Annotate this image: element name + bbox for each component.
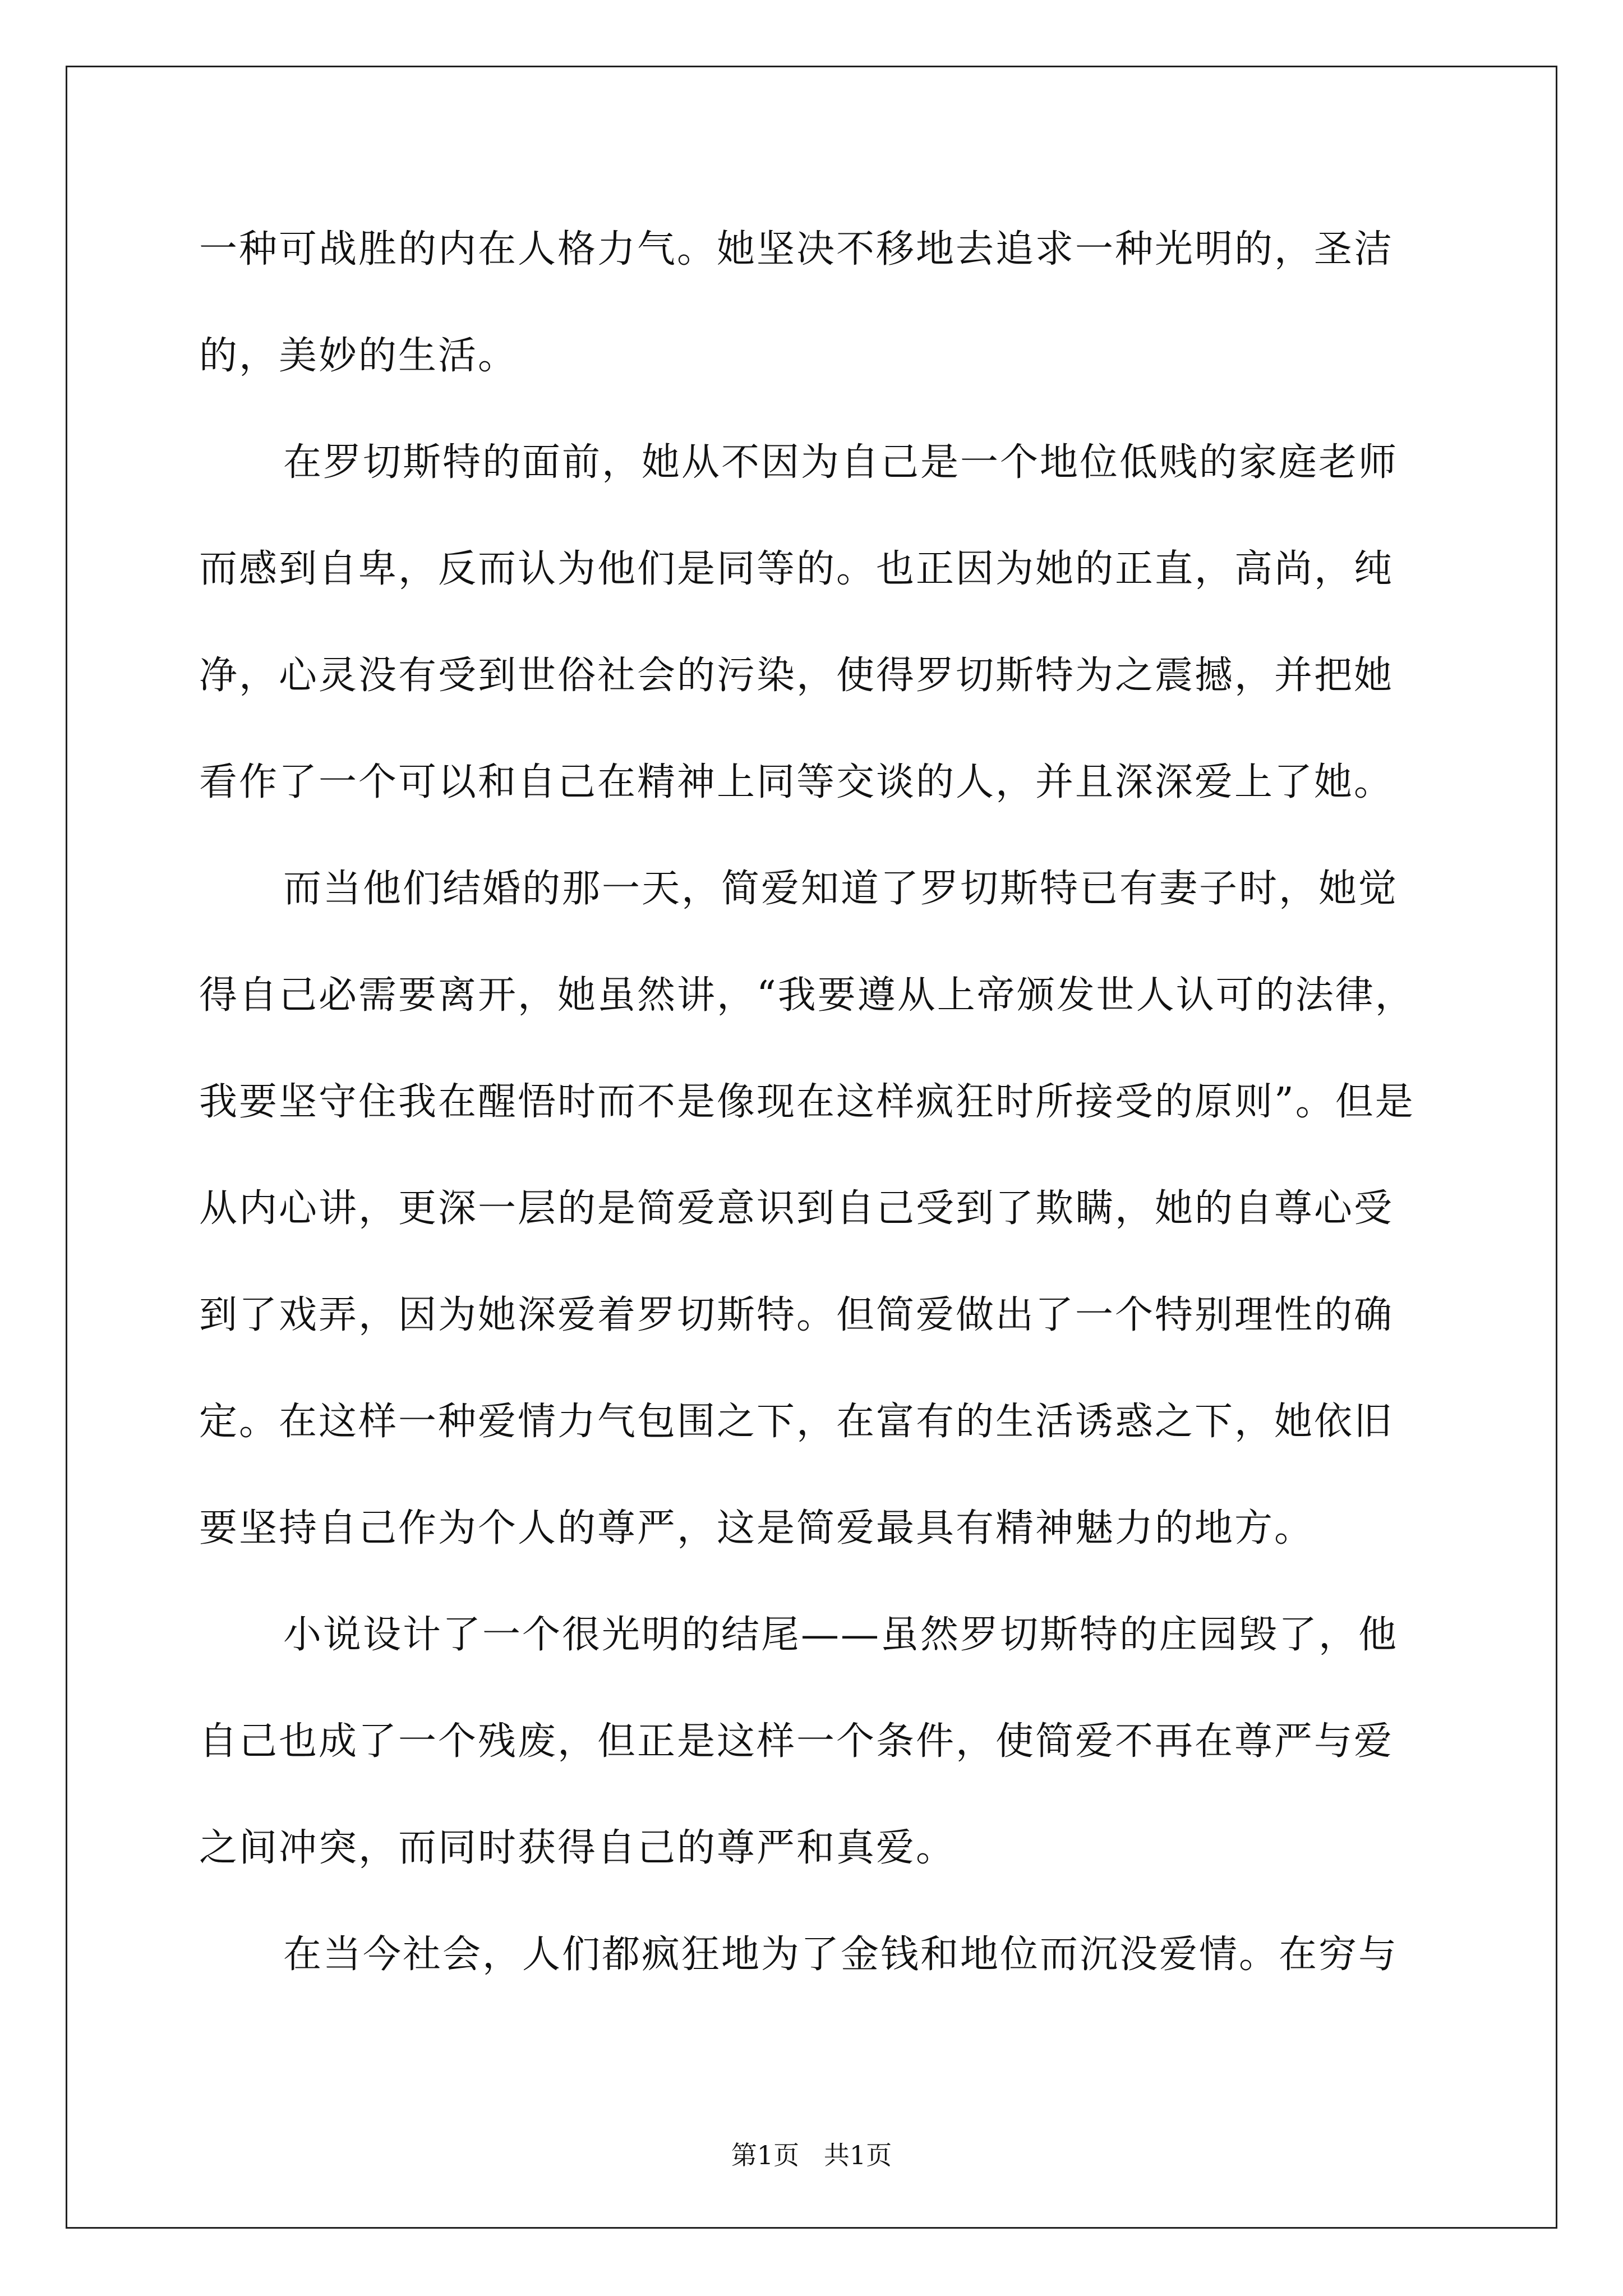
body-line: 自己也成了一个残废，但正是这样一个条件，使简爱不再在尊严与爱 <box>199 1719 1394 1764</box>
body-line: 净，心灵没有受到世俗社会的污染，使得罗切斯特为之震撼，并把她 <box>199 654 1394 698</box>
body-line: 小说设计了一个很光明的结尾——虽然罗切斯特的庄园毁了，他 <box>283 1613 1399 1657</box>
body-line: 到了戏弄，因为她深爱着罗切斯特。但简爱做出了一个特别理性的确 <box>199 1293 1394 1337</box>
body-line: 从内心讲，更深一层的是简爱意识到自己受到了欺瞒，她的自尊心受 <box>199 1186 1394 1231</box>
body-line: 而感到自卑，反而认为他们是同等的。也正因为她的正直，高尚，纯 <box>199 547 1394 591</box>
body-line: 之间冲突，而同时获得自己的尊严和真爱。 <box>199 1826 956 1870</box>
body-line: 我要坚守住我在醒悟时而不是像现在这样疯狂时所接受的原则”。但是 <box>199 1080 1415 1124</box>
document-body <box>199 216 1433 2028</box>
body-line: 定。在这样一种爱情力气包围之下，在富有的生活诱惑之下，她依旧 <box>199 1400 1394 1444</box>
body-line: 看作了一个可以和自己在精神上同等交谈的人，并且深深爱上了她。 <box>199 760 1394 804</box>
body-line: 在当今社会，人们都疯狂地为了金钱和地位而沉没爱情。在穷与 <box>283 1932 1399 1977</box>
body-line: 要坚持自己作为个人的尊严，这是简爱最具有精神魅力的地方。 <box>199 1506 1315 1550</box>
body-line: 得自己必需要离开，她虽然讲，“我要遵从上帝颁发世人认可的法律， <box>199 973 1415 1018</box>
body-line: 一种可战胜的内在人格力气。她坚决不移地去追求一种光明的，圣洁 <box>199 227 1394 272</box>
body-line: 的，美妙的生活。 <box>199 334 518 378</box>
body-line: 在罗切斯特的面前，她从不因为自己是一个地位低贱的家庭老师 <box>283 440 1399 485</box>
page-number-footer: 第1页 共1页 <box>731 2140 892 2170</box>
body-line: 而当他们结婚的那一天，简爱知道了罗切斯特已有妻子时，她觉 <box>283 867 1399 911</box>
